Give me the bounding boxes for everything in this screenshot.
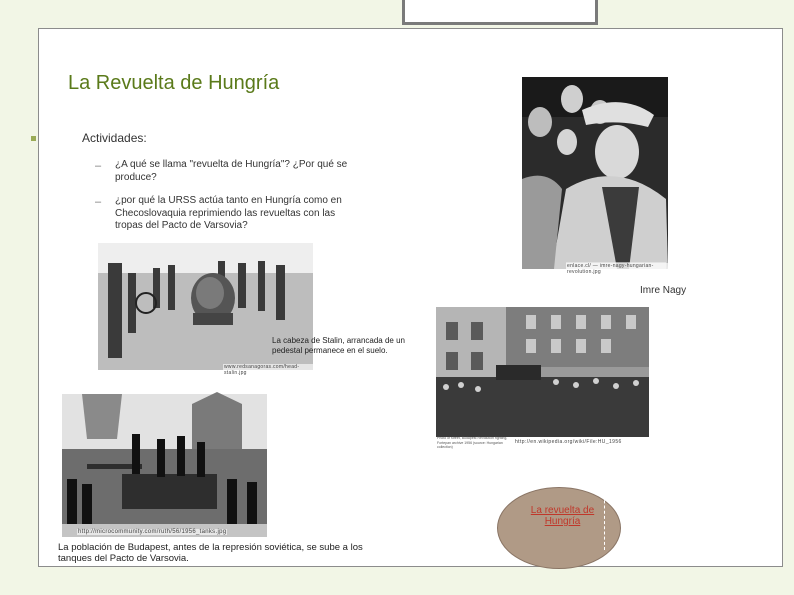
photo-source-url: http://microcommunity.com/ruth/56/1956_tanks.jpg	[78, 529, 227, 535]
budapest-photo-credit: Photo of street, Budapest Revolution fighting, Fortepan archive 1956 (source: Hungarian collection)	[437, 436, 508, 449]
tank-caption: La población de Budapest, antes de la represión soviética, se sube a los tanques del Pacto de Varsovia.	[58, 542, 363, 564]
decorative-header-box	[402, 0, 598, 25]
activities-label: Actividades:	[82, 131, 147, 145]
photo-source-url: www.redsanagoras.com/head-stalin.jpg	[223, 364, 313, 376]
page-title: La Revuelta de Hungría	[68, 72, 280, 94]
decorative-dashes	[510, 485, 610, 490]
photo-source-url: http://en.wikipedia.org/wiki/File:HU_1956	[515, 439, 622, 445]
stalin-caption: La cabeza de Stalin, arrancada de un pedestal permanece en el suelo.	[272, 336, 405, 355]
dash-bullet-icon: –	[95, 160, 102, 172]
question-1: ¿A qué se llama "revuelta de Hungría"? ¿Por qué se produce?	[115, 159, 348, 183]
imre-nagy-caption: Imre Nagy	[640, 285, 687, 296]
budapest-crowd-photo	[436, 307, 649, 437]
tank-crowd-photo	[62, 394, 267, 537]
revuelta-hungria-link[interactable]: La revuelta de Hungría	[530, 505, 595, 527]
bullet-square-icon	[31, 136, 36, 141]
photo-source-url: enlace.cl/ — imre-nagy-hungarian-revolution.jpg	[566, 263, 668, 275]
dash-bullet-icon: –	[95, 196, 102, 208]
imre-nagy-photo	[522, 77, 668, 275]
question-2: ¿por qué la URSS actúa tanto en Hungría como en Checoslovaquia reprimiendo las revueltas con las tropas del Pacto de Varsovia?	[115, 195, 342, 231]
link-oval	[497, 487, 621, 569]
